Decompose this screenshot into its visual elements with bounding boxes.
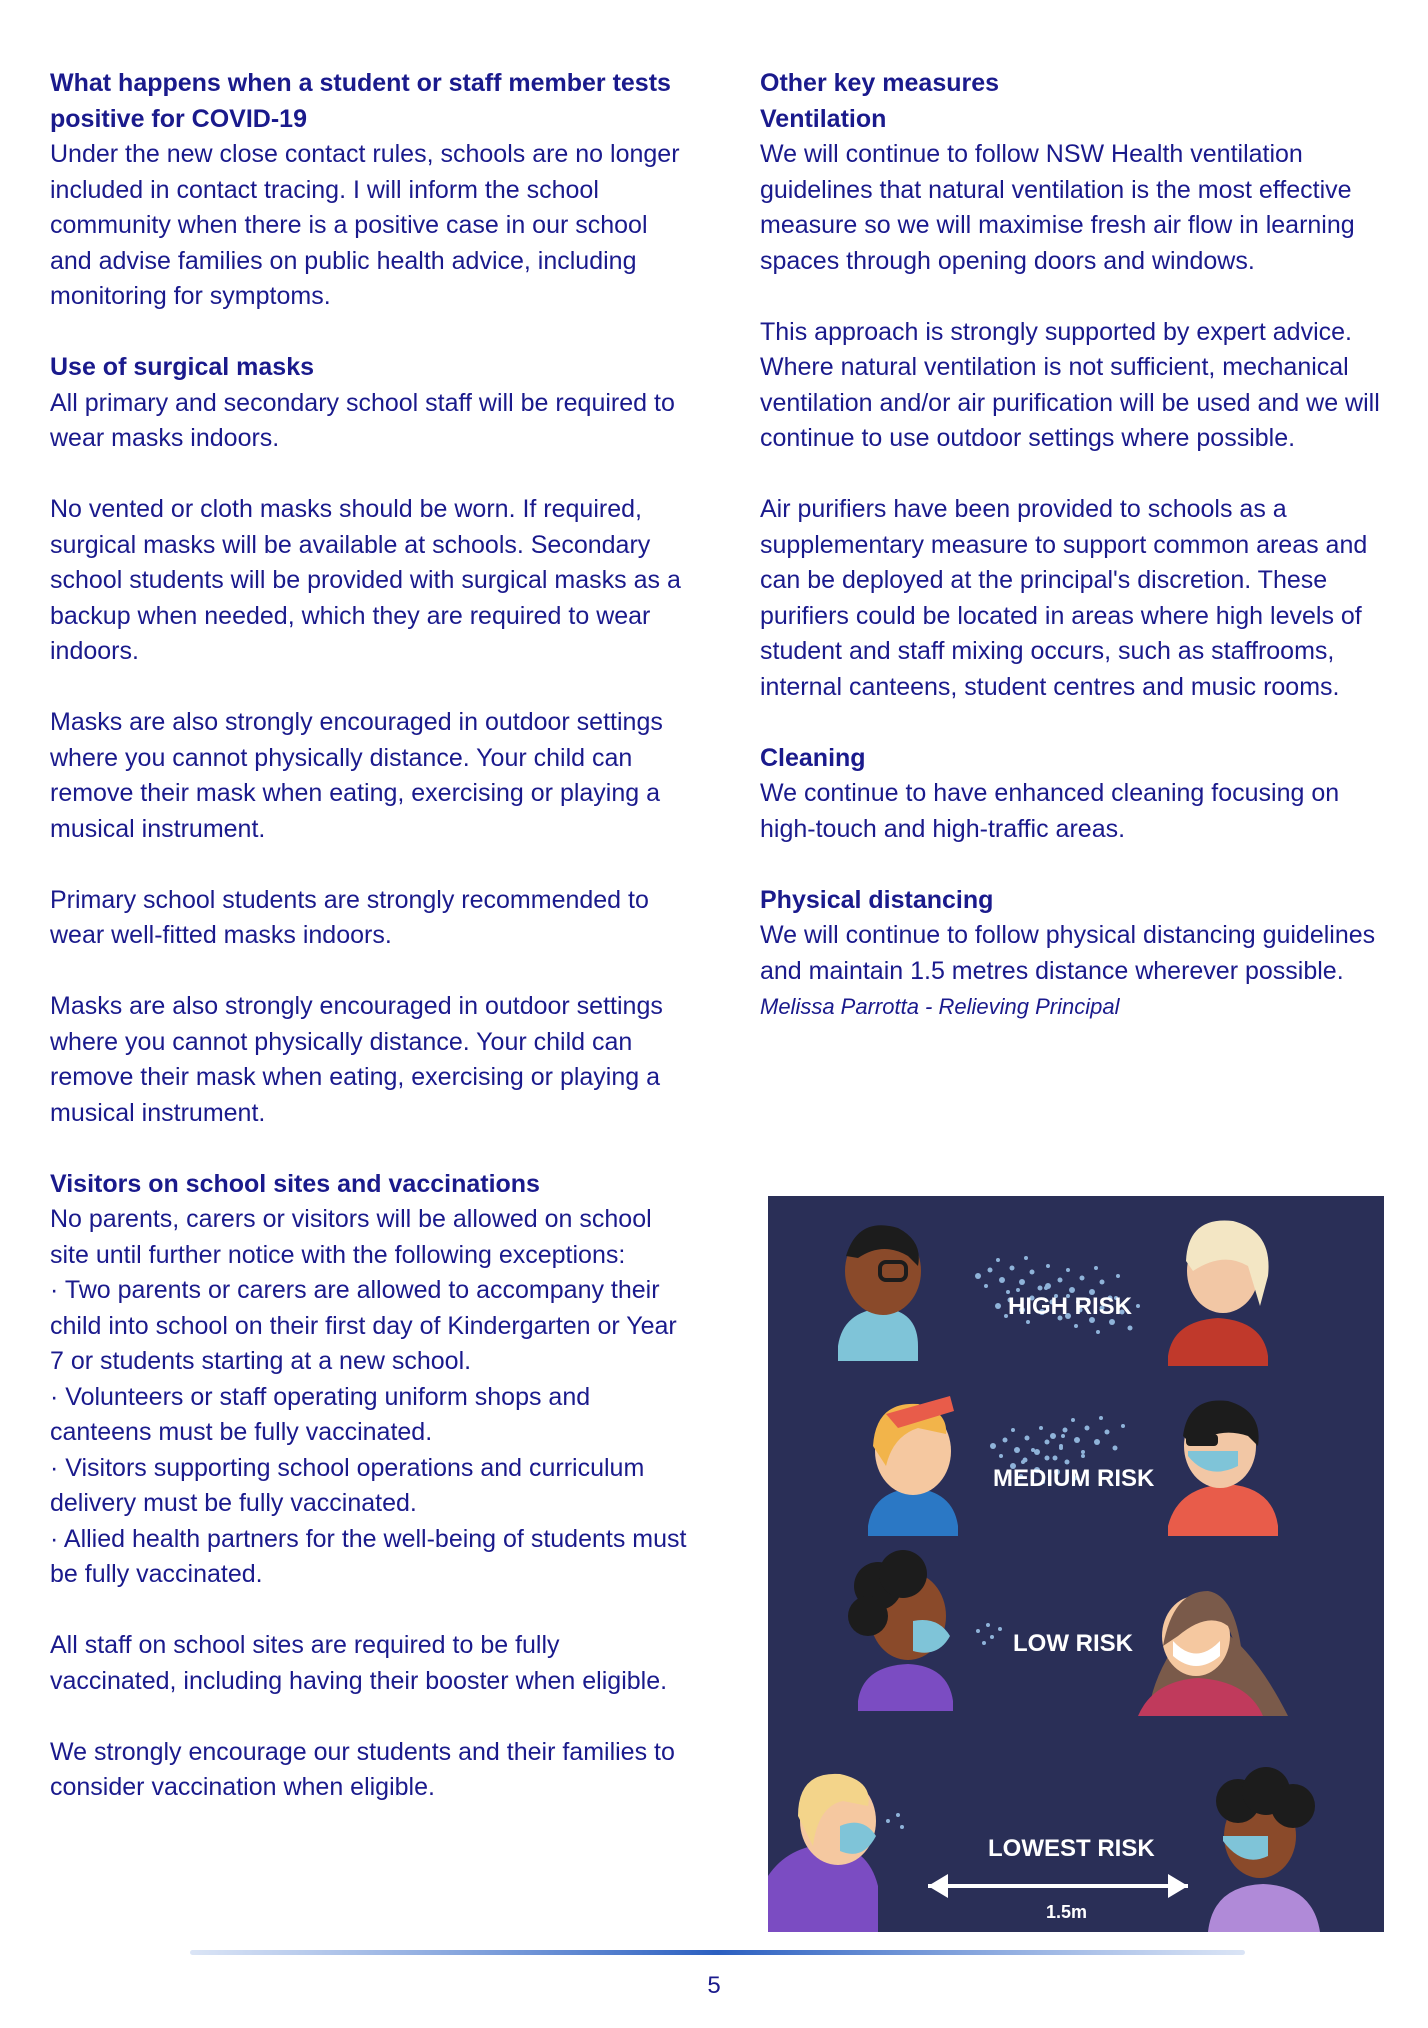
person-icon — [848, 1550, 953, 1711]
section-subheading: Ventilation — [760, 104, 887, 133]
section-heading: Physical distancing — [760, 885, 994, 914]
section-cleaning — [760, 741, 1390, 848]
bullet-item: · Two parents or carers are allowed to accompany their child into school on their first day of Kindergarten or Year 7 or students starting at a new school. — [50, 1276, 677, 1375]
person-icon — [1208, 1767, 1320, 1932]
particles-icon — [976, 1623, 1002, 1645]
paragraph: All staff on school sites are required to be fully vaccinated, including having their booster when eligible. — [50, 1631, 668, 1695]
paragraph: We will continue to follow NSW Health ventilation guidelines that natural ventilation is the most effective measure so we will maximise fresh air flow in learning spaces through opening doors and windows. — [760, 140, 1355, 275]
risk-infographic-svg — [768, 1196, 1384, 1932]
paragraph: We continue to have enhanced cleaning focusing on high-touch and high-traffic areas. — [760, 779, 1340, 843]
low-risk-row — [848, 1550, 1288, 1716]
section-surgical-masks — [50, 350, 690, 1131]
distance-arrow-icon — [928, 1874, 1188, 1898]
paragraph: Primary school students are strongly recommended to wear well-fitted masks indoors. — [50, 885, 649, 949]
bullet-item: · Volunteers or staff operating uniform shops and canteens must be fully vaccinated. — [50, 1382, 591, 1446]
distancing-body: We will continue to follow physical distancing guidelines and maintain 1.5 metres distance wherever possible. — [760, 921, 1376, 985]
section-ventilation — [760, 66, 1390, 705]
section-physical-distancing — [760, 883, 1390, 1025]
section-body: Under the new close contact rules, schools are no longer included in contact tracing. I will inform the school community when there is a positive case in our school and advise families on public health advice, including monitoring for symptoms. — [50, 140, 680, 310]
bullet-item: · Visitors supporting school operations and curriculum delivery must be fully vaccinated. — [50, 1453, 645, 1517]
risk-label: LOWEST RISK — [988, 1835, 1155, 1862]
medium-risk-row — [868, 1396, 1278, 1536]
bullet-item: · Allied health partners for the well-being of students must be fully vaccinated. — [50, 1524, 687, 1588]
page-number: 5 — [707, 1972, 721, 1999]
lowest-risk-row — [768, 1767, 1320, 1932]
paragraph: All primary and secondary school staff will be required to wear masks indoors. — [50, 388, 675, 452]
section-heading: What happens when a student or staff member tests positive for COVID-19 — [50, 69, 671, 133]
paragraph — [760, 918, 1390, 1025]
particles-icon — [886, 1813, 904, 1829]
risk-label: HIGH RISK — [1008, 1293, 1133, 1320]
person-icon — [1168, 1400, 1278, 1536]
paragraph: No vented or cloth masks should be worn. If required, surgical masks will be available at schools. Secondary school students will be provided with surgical masks as a backup when needed, which they are required to wear indoors. — [50, 495, 681, 665]
left-column — [50, 66, 690, 1841]
section-visitors — [50, 1167, 690, 1806]
risk-label: MEDIUM RISK — [993, 1465, 1155, 1492]
paragraph: We strongly encourage our students and their families to consider vaccination when eligible. — [50, 1737, 675, 1801]
right-column — [760, 66, 1390, 1060]
signature: Melissa Parrotta - Relieving Principal — [760, 994, 1120, 1019]
person-icon — [1168, 1221, 1269, 1367]
section-heading: Visitors on school sites and vaccinations — [50, 1169, 540, 1198]
footer-divider — [190, 1950, 1245, 1955]
person-icon — [868, 1396, 958, 1536]
distance-label: 1.5m — [1046, 1902, 1088, 1922]
section-heading: Other key measures — [760, 69, 1000, 97]
paragraph: Masks are also strongly encouraged in outdoor settings where you cannot physically distance. Your child can remove their mask when eating, exercising or playing a musical instrument. — [50, 708, 663, 843]
paragraph: No parents, carers or visitors will be allowed on school site until further notice with the following exceptions: — [50, 1205, 652, 1269]
paragraph: Masks are also strongly encouraged in outdoor settings where you cannot physically distance. Your child can remove their mask when eating, exercising or playing a musical instrument. — [50, 992, 663, 1127]
section-heading: Cleaning — [760, 743, 866, 772]
person-icon — [768, 1774, 878, 1932]
paragraph: This approach is strongly supported by expert advice. Where natural ventilation is not sufficient, mechanical ventilation and/or air purification will be used and we will continue to use outdoor settings where possible. — [760, 317, 1380, 452]
person-icon — [838, 1225, 921, 1361]
paragraph: Air purifiers have been provided to schools as a supplementary measure to support common areas and can be deployed at the principal's discretion. These purifiers could be located in areas where high levels of student and staff mixing occurs, such as staffrooms, internal canteens, student centres and music rooms. — [760, 495, 1368, 701]
risk-infographic — [768, 1196, 1384, 1932]
section-heading: Use of surgical masks — [50, 353, 315, 381]
risk-label: LOW RISK — [1013, 1630, 1133, 1657]
person-icon — [1138, 1591, 1288, 1716]
high-risk-row — [838, 1221, 1269, 1367]
section-positive-case — [50, 66, 690, 315]
